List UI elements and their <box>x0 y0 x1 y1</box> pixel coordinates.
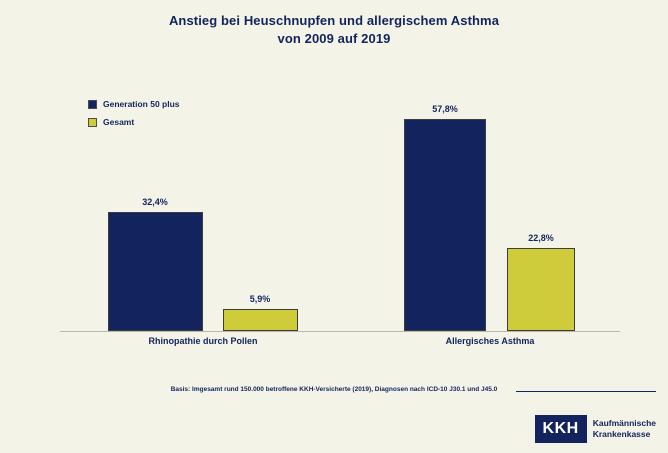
legend-label: Generation 50 plus <box>103 99 180 109</box>
chart-footnote: Basis: Imgesamt rund 150.000 betroffene KKH-Versicherte (2019), Diagnosen nach ICD-10 J30.1 und J45.0 <box>170 386 498 393</box>
bar-gesamt-asthma <box>507 248 575 331</box>
category-label-rhinopathie: Rhinopathie durch Pollen <box>148 336 258 346</box>
axis-baseline <box>60 331 620 332</box>
category-label-asthma: Allergisches Asthma <box>445 336 535 346</box>
legend-label: Gesamt <box>103 117 135 127</box>
logo-text-line-2: Krankenkasse <box>592 429 651 439</box>
bar-value-label: 5,9% <box>249 294 271 304</box>
bar-gesamt-rhinopathie <box>223 309 298 331</box>
logo-mark: KKH <box>535 415 587 443</box>
logo-text-line-1: Kaufmännische <box>592 418 656 428</box>
title-line-1: Anstieg bei Heuschnupfen und allergischem Asthma <box>168 13 500 28</box>
logo-text <box>593 418 656 440</box>
logo-divider <box>516 391 656 392</box>
bar-value-label: 57,8% <box>432 104 458 114</box>
plot-area <box>60 60 620 346</box>
title-line-2: von 2009 auf 2019 <box>277 31 391 46</box>
bar-value-label: 32,4% <box>142 197 168 207</box>
bar-generation50-rhinopathie <box>108 212 203 331</box>
bar-value-label: 22,8% <box>528 233 554 243</box>
page-title <box>0 12 668 48</box>
bar-generation50-asthma <box>404 119 486 331</box>
kkh-logo <box>535 415 656 443</box>
